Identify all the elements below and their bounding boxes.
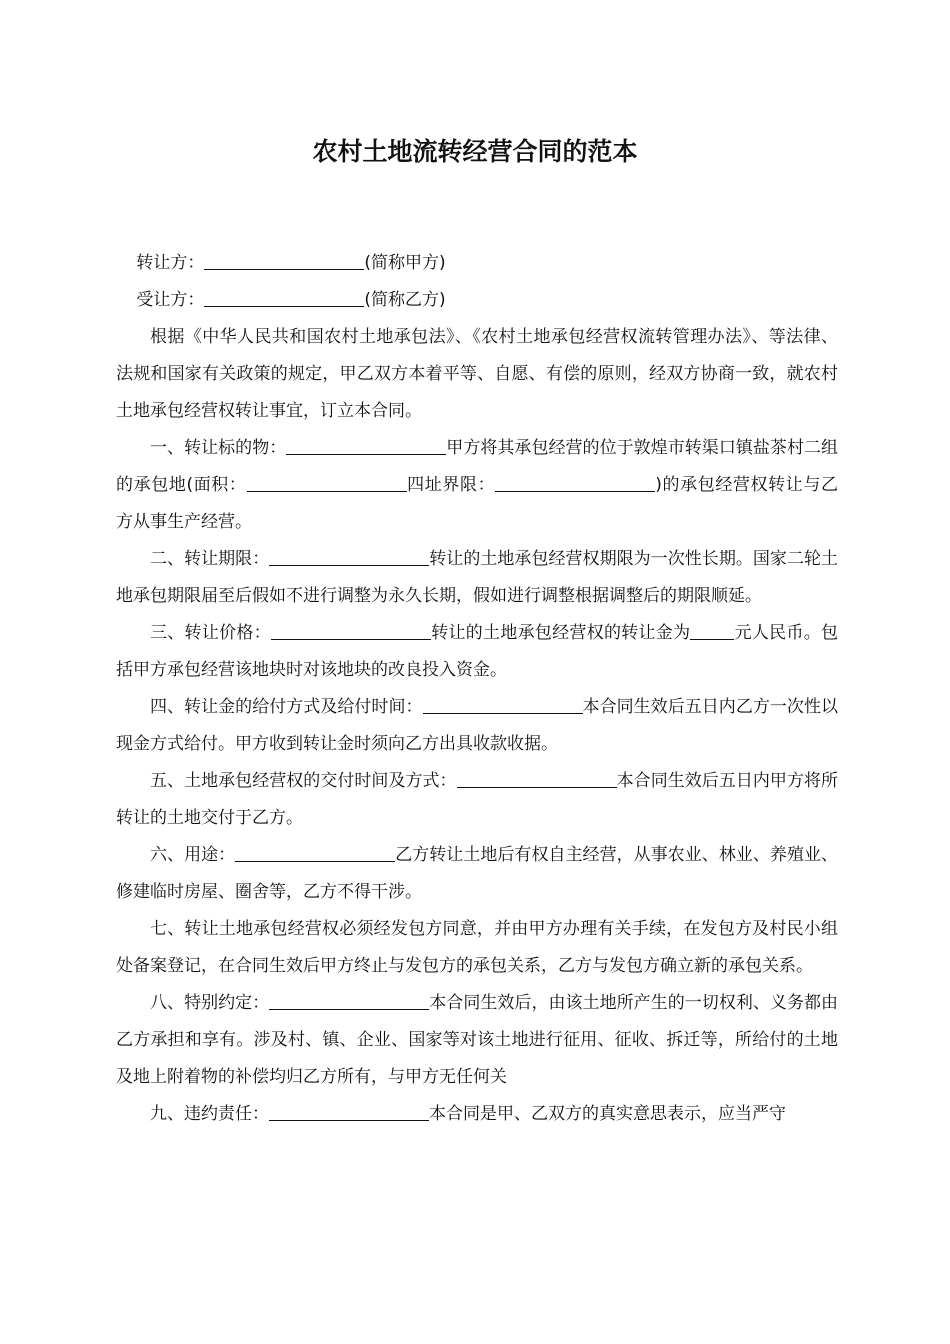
clause-6 (116, 837, 838, 911)
clause-1-blank (286, 434, 446, 455)
clause-9 (116, 1096, 838, 1133)
transferee-suffix: (简称乙方) (364, 290, 446, 310)
transferee-blank (204, 286, 364, 307)
clause-3-label: 三、转让价格： (150, 623, 271, 643)
clause-7: 七、转让土地承包经营权必须经发包方同意，并由甲方办理有关手续，在发包方及村民小组处备案登记，在合同生效后甲方终止与发包方的承包关系，乙方与发包方确立新的承包关系。 (116, 919, 838, 976)
clause-1 (116, 430, 838, 541)
clause-1-text-c: )的承包经营权转让与乙方从事生产经营。 (116, 475, 838, 532)
transferee-line (116, 282, 838, 319)
transferor-line (116, 245, 838, 282)
transferee-label: 受让方： (136, 290, 205, 310)
clause-1-text-b: 四址界限： (406, 475, 496, 495)
clause-3-price-blank (690, 619, 734, 640)
clause-1-text-a: 甲方将其承包经营的位于敦煌市转渠口镇盐茶村二组的承包地(面积： (116, 438, 839, 495)
transferor-blank (204, 249, 364, 270)
clause-1-area-blank (247, 471, 407, 492)
preamble-paragraph: 根据《中华人民共和国农村土地承包法》、《农村土地承包经营权流转管理办法》、等法律、法规和国家有关政策的规定，甲乙双方本着平等、自愿、有偿的原则，经双方协商一致，就农村土地承包经营权转让事宜，订立本合同。 (116, 327, 838, 421)
clause-9-blank (269, 1100, 429, 1121)
clause-8 (116, 985, 838, 1096)
clause-4 (116, 689, 838, 763)
clause-6-label: 六、用途： (150, 845, 236, 865)
clause-4-text: 本合同生效后五日内乙方一次性以现金方式给付。甲方收到转让金时须向乙方出具收款收据。 (116, 697, 838, 754)
clause-5-blank (457, 767, 617, 788)
transferor-suffix: (简称甲方) (364, 253, 446, 273)
clause-9-label: 九、违约责任： (150, 1104, 269, 1124)
document-title: 农村土地流转经营合同的范本 (312, 137, 638, 166)
contract-body (116, 245, 838, 1133)
clause-5 (116, 763, 838, 837)
clause-6-text: 乙方转让土地后有权自主经营，从事农业、林业、养殖业、修建临时房屋、圈舍等，乙方不得干涉。 (116, 845, 839, 902)
clause-5-label: 五、土地承包经营权的交付时间及方式： (150, 771, 457, 791)
clause-8-blank (269, 989, 429, 1010)
clause-3-text-b: 元人民币。包括甲方承包经营该地块时对该地块的改良投入资金。 (116, 623, 839, 680)
clause-1-boundary-blank (495, 471, 655, 492)
clause-3 (116, 615, 838, 689)
clause-2 (116, 541, 838, 615)
clause-4-label: 四、转让金的给付方式及给付时间： (150, 697, 423, 717)
clause-3-text-a: 转让的土地承包经营权的转让金为 (430, 623, 691, 643)
clause-5-text: 本合同生效后五日内甲方将所转让的土地交付于乙方。 (116, 771, 839, 828)
clause-3-blank (271, 619, 431, 640)
clause-9-text: 本合同是甲、乙双方的真实意思表示，应当严守 (429, 1104, 786, 1124)
transferor-label: 转让方： (136, 253, 205, 273)
clause-8-label: 八、特别约定： (150, 993, 270, 1013)
clause-6-blank (235, 841, 395, 862)
clause-2-text: 转让的土地承包经营权期限为一次性长期。国家二轮土地承包期限届至后假如不进行调整为永久长期，假如进行调整根据调整后的期限顺延。 (116, 549, 839, 606)
clause-2-blank (269, 545, 429, 566)
clause-1-label: 一、转让标的物： (150, 438, 287, 458)
clause-4-blank (423, 693, 583, 714)
clause-8-text: 本合同生效后，由该土地所产生的一切权利、义务都由乙方承担和享有。涉及村、镇、企业、国家等对该土地进行征用、征收、拆迁等，所给付的土地及地上附着物的补偿均归乙方所有，与甲方无任何关 (116, 993, 839, 1087)
clause-2-label: 二、转让期限： (150, 549, 270, 569)
